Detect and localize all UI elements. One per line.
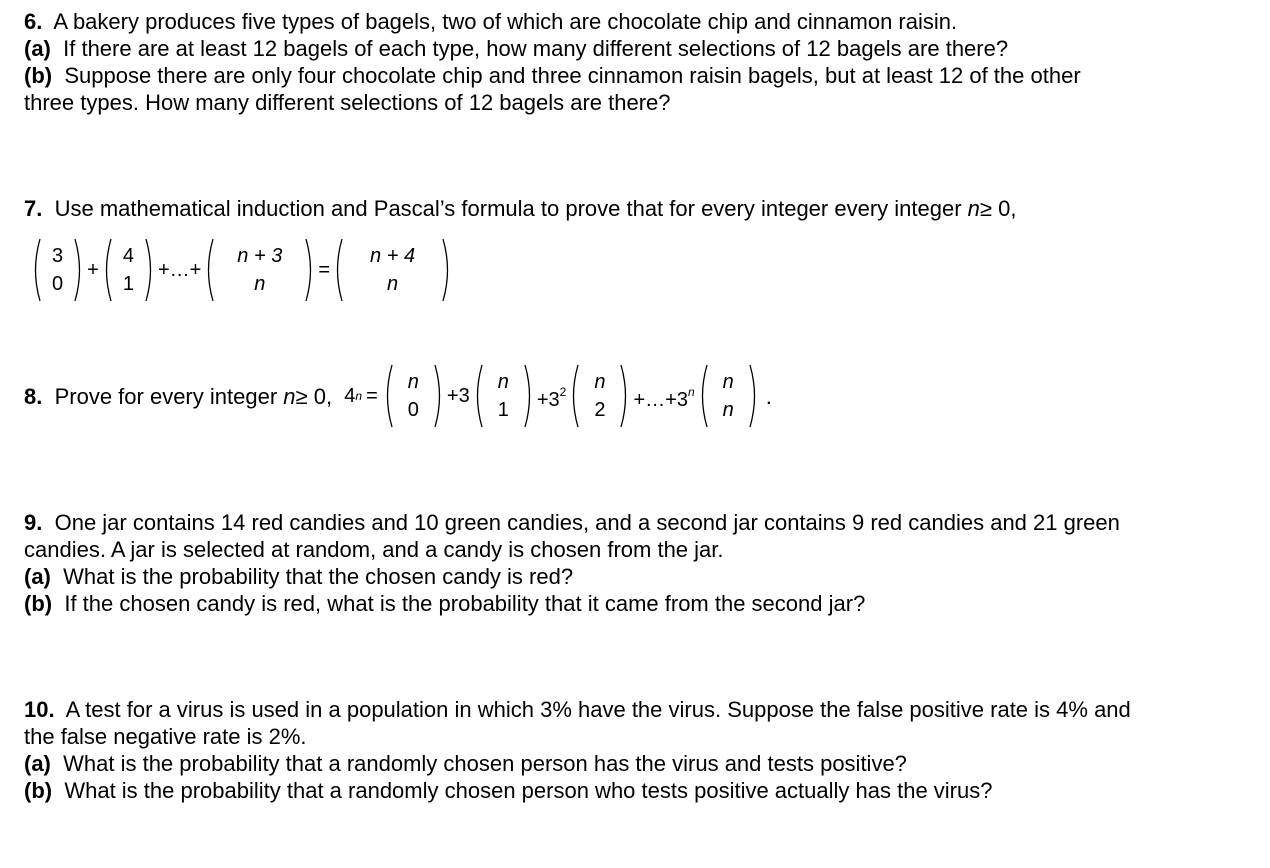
binom-top: n xyxy=(594,371,606,393)
problem-10-number: 10. xyxy=(24,697,55,722)
problem-10-line-1 xyxy=(24,696,1254,723)
part-a-label: (a) xyxy=(24,36,51,61)
problem-9-part-a xyxy=(24,563,1254,590)
left-paren xyxy=(472,363,484,429)
problem-9 xyxy=(24,509,1254,617)
problem-8-number: 8. xyxy=(24,383,43,409)
binom-bottom: n xyxy=(722,399,734,421)
problem-9-number: 9. xyxy=(24,510,43,535)
plus-operator: + xyxy=(87,258,99,281)
condition: ≥ 0, xyxy=(295,383,333,409)
right-paren xyxy=(433,363,445,429)
binom-stack xyxy=(113,242,144,298)
binomial xyxy=(568,363,631,429)
ellipsis-operator: +…+ xyxy=(157,258,202,281)
problem-9-text: One jar contains 14 red candies and 10 green candies, and a second jar contains 9 red candies and 21 green xyxy=(54,510,1120,535)
binom-stack xyxy=(42,242,73,298)
problem-10-part-a-text: What is the probability that a randomly chosen person has the virus and tests positive? xyxy=(63,751,907,776)
binom-top: n + 4 xyxy=(370,245,416,267)
binom-stack xyxy=(484,368,523,424)
condition: ≥ 0, xyxy=(979,196,1017,221)
binom-bottom: n xyxy=(254,273,266,295)
binom-stack xyxy=(394,368,433,424)
binomial xyxy=(332,237,453,303)
right-paren xyxy=(619,363,631,429)
problem-7-line-1 xyxy=(24,195,1254,222)
binom-bottom: 1 xyxy=(122,273,134,295)
end-period: . xyxy=(765,383,772,409)
coefficient-exponent: n xyxy=(687,384,695,399)
coefficient-base: +…+3 xyxy=(633,388,688,411)
part-b-label: (b) xyxy=(24,591,53,616)
binom-top: 4 xyxy=(122,245,134,267)
problem-6-part-a xyxy=(24,35,1254,62)
binomial xyxy=(30,237,85,303)
coefficient-base: +3 xyxy=(536,388,560,411)
binom-bottom: 1 xyxy=(497,399,509,421)
binomial xyxy=(203,237,316,303)
coefficient xyxy=(535,379,569,414)
problem-10-line-2: the false negative rate is 2%. xyxy=(24,724,307,749)
binomial xyxy=(101,237,156,303)
binomial xyxy=(697,363,760,429)
binom-top: n xyxy=(407,371,419,393)
problem-6-line-1 xyxy=(24,8,1254,35)
coefficient xyxy=(631,379,696,414)
equals-operator: = xyxy=(318,258,331,281)
problem-6-number: 6. xyxy=(24,9,43,34)
coefficient-exponent: 2 xyxy=(559,384,567,399)
right-paren xyxy=(144,237,156,303)
problem-7-equation xyxy=(30,237,453,303)
binom-top: n xyxy=(722,371,734,393)
left-paren xyxy=(382,363,394,429)
problem-6-part-a-text: If there are at least 12 bagels of each type, how many different selections of 12 bagels are there? xyxy=(63,36,1009,61)
binom-top: n + 3 xyxy=(237,245,283,267)
problem-7-number: 7. xyxy=(24,196,43,221)
lhs-base: 4 xyxy=(344,384,356,407)
problem-6-text: A bakery produces five types of bagels, two of which are chocolate chip and cinnamon raisin. xyxy=(53,9,958,34)
problem-10-text: A test for a virus is used in a population in which 3% have the virus. Suppose the false positive rate is 4% and xyxy=(65,697,1131,722)
problem-9-part-b-text: If the chosen candy is red, what is the probability that it came from the second jar? xyxy=(64,591,866,616)
binom-bottom: 0 xyxy=(52,273,64,295)
var-n: n xyxy=(967,196,980,221)
part-b-label: (b) xyxy=(24,63,53,88)
binom-top: n xyxy=(497,371,509,393)
problem-9-line-1 xyxy=(24,509,1254,536)
problem-6 xyxy=(24,8,1254,116)
binom-bottom: 2 xyxy=(594,399,606,421)
left-paren xyxy=(101,237,113,303)
lhs-exponent: n xyxy=(355,388,363,403)
binom-bottom: n xyxy=(386,273,399,295)
problem-9-line-2: candies. A jar is selected at random, and a candy is chosen from the jar. xyxy=(24,537,724,562)
binom-top: 3 xyxy=(52,245,64,267)
coefficient: +3 xyxy=(446,384,470,407)
problem-7 xyxy=(24,195,1254,222)
left-paren xyxy=(697,363,709,429)
problem-8 xyxy=(24,363,772,429)
part-b-label: (b) xyxy=(24,778,53,803)
equals-operator: = xyxy=(366,384,378,407)
right-paren xyxy=(73,237,85,303)
binomial xyxy=(472,363,535,429)
right-paren xyxy=(523,363,535,429)
binom-bottom: 0 xyxy=(407,399,419,421)
binom-stack xyxy=(215,242,304,298)
binom-stack xyxy=(709,368,748,424)
problem-7-text: Use mathematical induction and Pascal’s formula to prove that for every integer every integer xyxy=(54,196,962,221)
part-a-label: (a) xyxy=(24,564,51,589)
problem-10-part-b xyxy=(24,777,1254,804)
problem-6-part-b-text: Suppose there are only four chocolate chip and three cinnamon raisin bagels, but at least 12 of the other xyxy=(64,63,1081,88)
left-paren xyxy=(332,237,344,303)
problem-10-part-a xyxy=(24,750,1254,777)
problem-6-part-b xyxy=(24,62,1254,89)
left-paren xyxy=(568,363,580,429)
problem-10-part-b-text: What is the probability that a randomly chosen person who tests positive actually has the virus? xyxy=(64,778,993,803)
binomial xyxy=(382,363,445,429)
problem-10 xyxy=(24,696,1254,804)
right-paren xyxy=(748,363,760,429)
part-a-label: (a) xyxy=(24,751,51,776)
right-paren xyxy=(441,237,453,303)
binom-stack xyxy=(580,368,619,424)
left-paren xyxy=(203,237,215,303)
var-n: n xyxy=(283,383,296,409)
right-paren xyxy=(304,237,316,303)
binom-stack xyxy=(344,242,441,298)
problem-6-part-b-cont: three types. How many different selections of 12 bagels are there? xyxy=(24,90,671,115)
problem-8-text: Prove for every integer xyxy=(54,383,278,409)
problem-9-part-b xyxy=(24,590,1254,617)
left-paren xyxy=(30,237,42,303)
problem-9-part-a-text: What is the probability that the chosen candy is red? xyxy=(63,564,574,589)
